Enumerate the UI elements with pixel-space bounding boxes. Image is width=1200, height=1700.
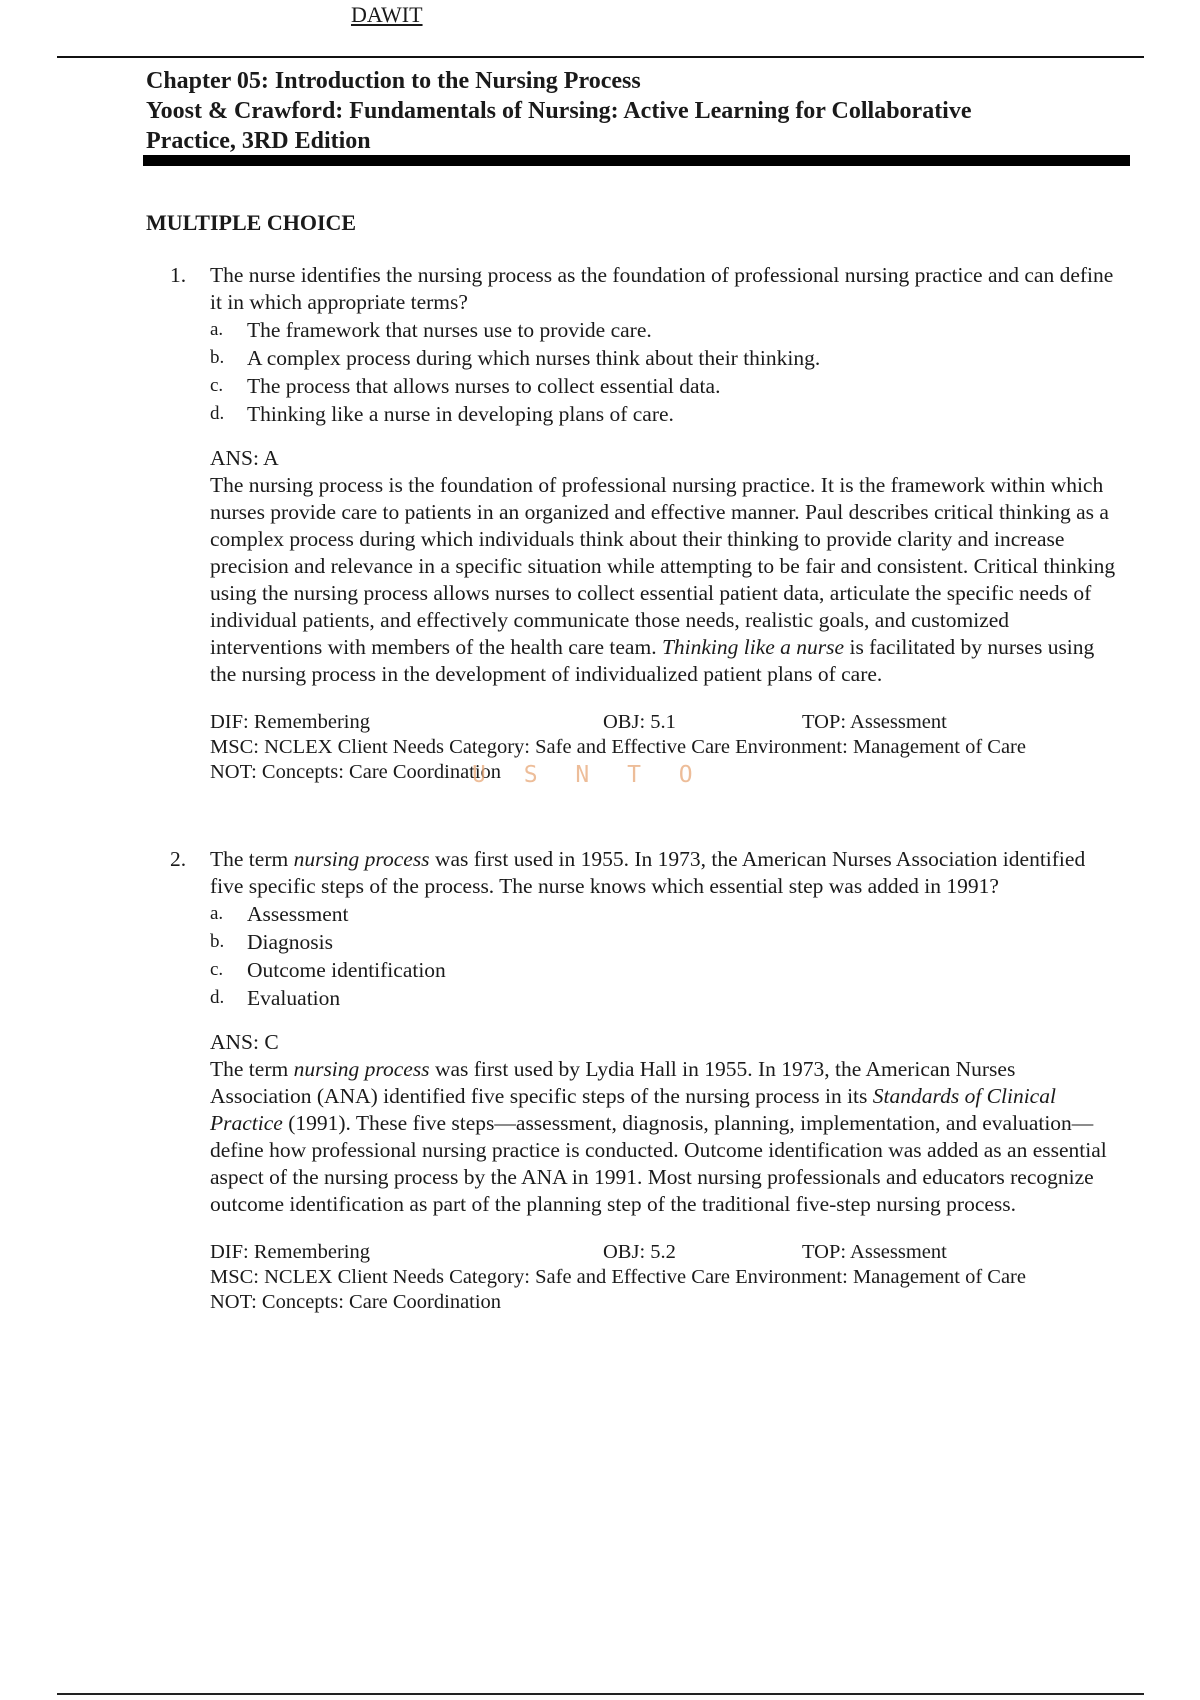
answer-options (210, 900, 1120, 1012)
option-a (210, 900, 1120, 928)
stem-emphasis: nursing process (293, 847, 430, 871)
rationale-text: is facilitated by nurses using the nursing process in the development of individualized patient plans of care. (210, 635, 1095, 686)
rationale-text: (1991). These five steps—assessment, diagnosis, planning, implementation, and evaluation—define how professional nursing practice is conducted. Outcome identification was added as an essential aspect of the nursing process by the ANA in 1991. Most nursing professionals and educators recognize outcome identification as part of the planning step of the traditional five-step nursing process. (210, 1111, 1107, 1216)
answer-key: ANS: C (210, 1030, 279, 1054)
bottom-divider (57, 1693, 1144, 1695)
difficulty: DIF: Remembering (210, 711, 370, 733)
option-c (210, 372, 1120, 400)
option-letter: a. (210, 903, 224, 924)
topic: TOP: Assessment (802, 1241, 947, 1263)
rationale-emphasis: Thinking like a nurse (661, 635, 845, 659)
concepts-note: NOT: Concepts: Care Coordination (210, 1291, 502, 1313)
chapter-title: Chapter 05: Introduction to the Nursing Process (146, 68, 641, 94)
option-text: Assessment (247, 902, 349, 926)
option-letter: a. (210, 319, 224, 340)
option-d (210, 400, 1120, 428)
question-metadata (210, 1240, 1120, 1315)
rationale (210, 1056, 1120, 1218)
rationale-emphasis: nursing process (293, 1057, 430, 1081)
header-divider (143, 155, 1130, 166)
concepts-note: NOT: Concepts: Care Coordination (210, 761, 502, 783)
top-divider (57, 56, 1144, 58)
book-title: Yoost & Crawford: Fundamentals of Nursing: Active Learning for Collaborative (146, 98, 972, 124)
topic: TOP: Assessment (802, 711, 947, 733)
option-letter: d. (210, 403, 225, 424)
option-letter: c. (210, 375, 224, 396)
option-text: The process that allows nurses to collect essential data. (247, 374, 721, 398)
option-b (210, 344, 1120, 372)
option-c (210, 956, 1120, 984)
option-text: Evaluation (247, 986, 341, 1010)
question-2 (170, 846, 1120, 1315)
option-text: Diagnosis (247, 930, 333, 954)
stem-text: The term (210, 847, 294, 871)
section-title: MULTIPLE CHOICE (146, 210, 357, 235)
option-letter: b. (210, 347, 225, 368)
rationale-text: was first used by Lydia Hall in 1955. In 1973, the American Nurses Association (ANA) identified five specific steps of the nursing process in its (210, 1057, 1016, 1108)
option-text: Outcome identification (247, 958, 446, 982)
question-number: 2. (170, 847, 187, 871)
question-1 (170, 262, 1120, 785)
watermark: U S N T O (472, 762, 705, 788)
rationale (210, 472, 1120, 688)
question-number: 1. (170, 263, 187, 287)
client-needs-category: MSC: NCLEX Client Needs Category: Safe and Effective Care Environment: Management of Care (210, 736, 1026, 758)
objective: OBJ: 5.2 (603, 1241, 676, 1263)
book-edition: Practice, 3RD Edition (146, 128, 371, 154)
question-stem: The nurse identifies the nursing process as the foundation of professional nursing practice and can define it in which appropriate terms? (210, 263, 1114, 314)
objective: OBJ: 5.1 (603, 711, 676, 733)
rationale-emphasis: Standards of Clinical Practice (210, 1084, 1056, 1135)
client-needs-category: MSC: NCLEX Client Needs Category: Safe and Effective Care Environment: Management of Care (210, 1266, 1026, 1288)
option-a (210, 316, 1120, 344)
stem-text: was first used in 1955. In 1973, the American Nurses Association identified five specific steps of the process. The nurse knows which essential step was added in 1991? (210, 847, 1086, 898)
answer-key: ANS: A (210, 446, 279, 470)
answer-options (210, 316, 1120, 428)
rationale-text: The term (210, 1057, 294, 1081)
option-text: A complex process during which nurses think about their thinking. (247, 346, 821, 370)
option-d (210, 984, 1120, 1012)
option-text: The framework that nurses use to provide care. (247, 318, 652, 342)
option-letter: d. (210, 987, 225, 1008)
option-text: Thinking like a nurse in developing plans of care. (247, 402, 674, 426)
difficulty: DIF: Remembering (210, 1241, 370, 1263)
rationale-text: The nursing process is the foundation of professional nursing practice. It is the framework within which nurses provide care to patients in an organized and effective manner. Paul describes critical thinking as a complex process during which individuals think about their thinking to provide clarity and increase precision and relevance in a specific situation while attempting to be fair and consistent. Critical thinking using the nursing process allows nurses to collect essential patient data, articulate the specific needs of individual patients, and effectively communicate those needs, realistic goals, and customized interventions with members of the health care team. (210, 473, 1116, 659)
author-name: DAWIT (351, 2, 423, 27)
option-letter: b. (210, 931, 225, 952)
option-b (210, 928, 1120, 956)
question-stem (210, 846, 1120, 900)
option-letter: c. (210, 959, 224, 980)
chapter-header (146, 66, 1146, 156)
